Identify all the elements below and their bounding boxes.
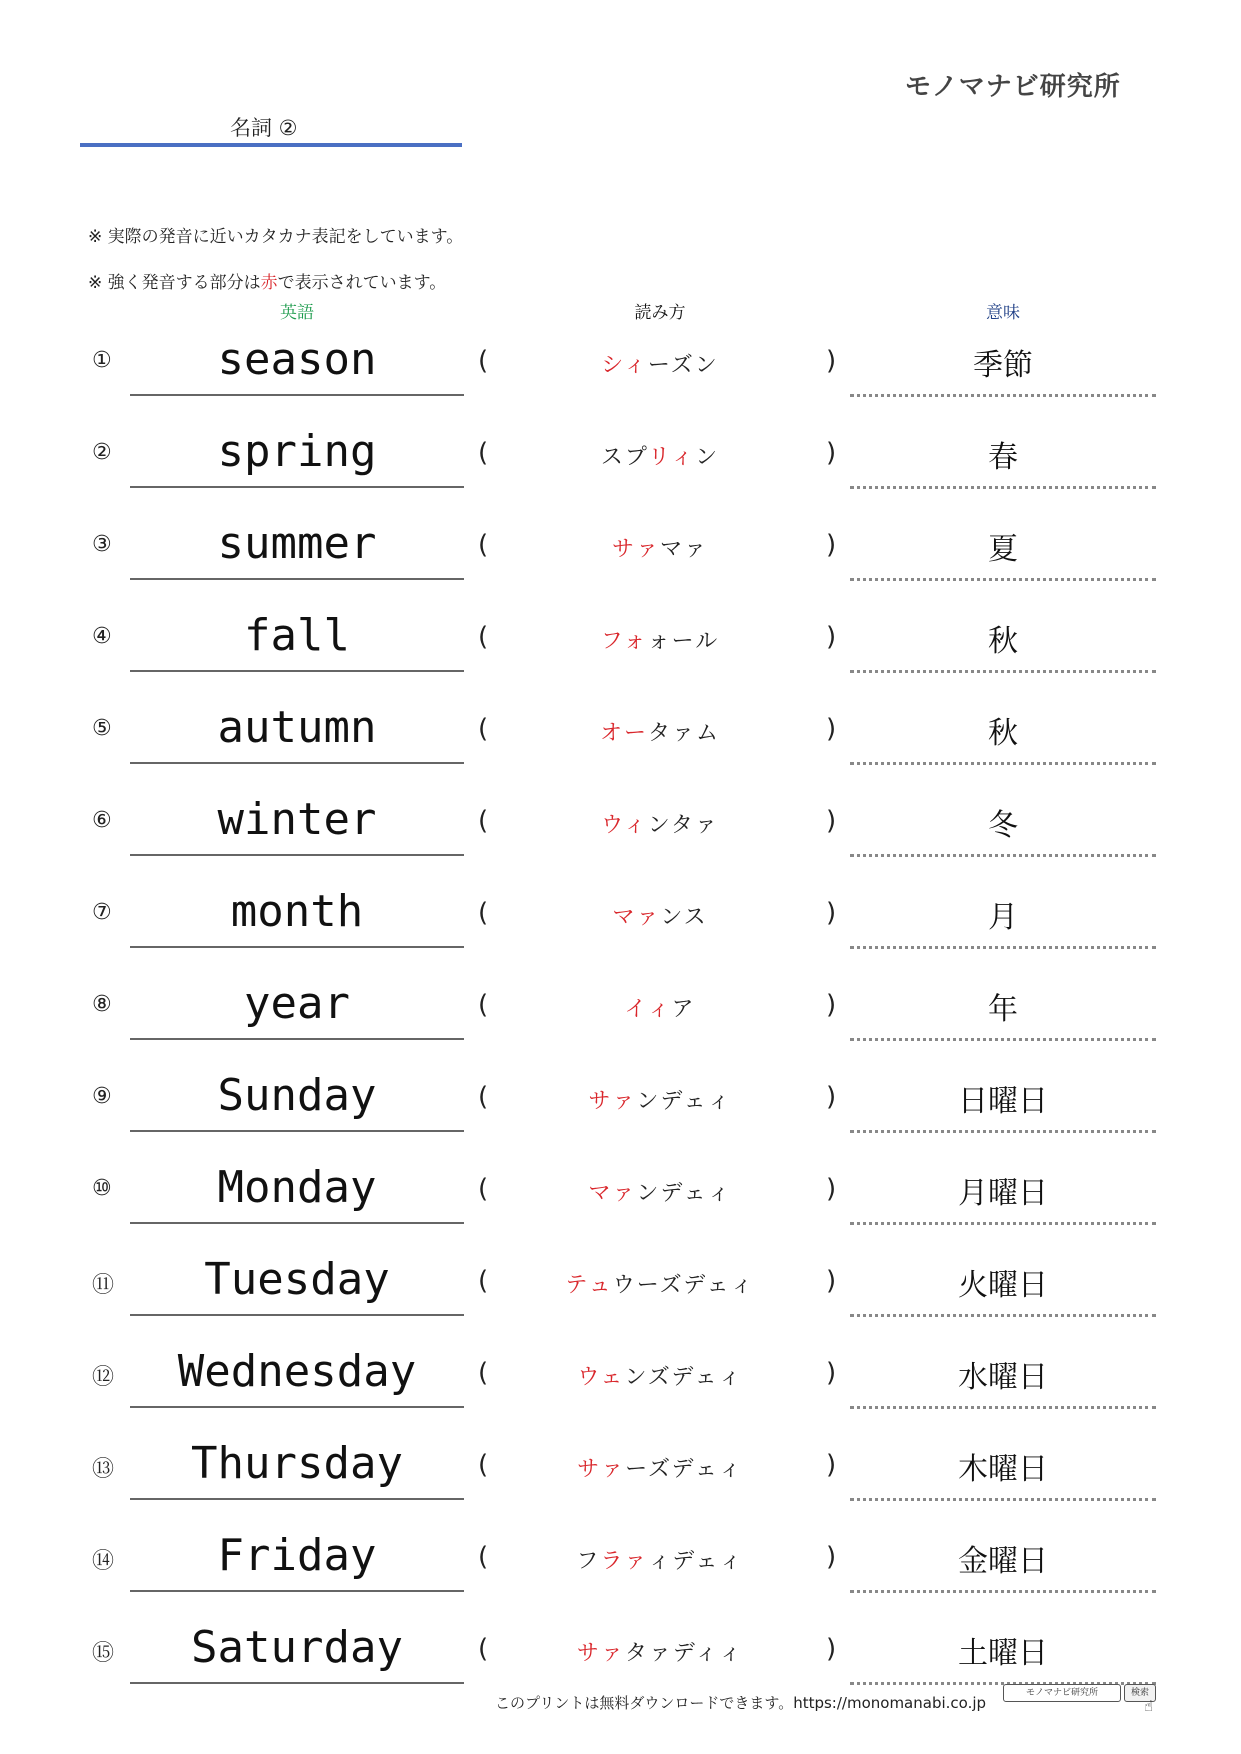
list-item <box>0 514 1241 606</box>
search-input[interactable]: モノマナビ研究所 <box>1003 1684 1121 1702</box>
note-stress-after: で表示されています。 <box>277 273 447 293</box>
hand-cursor-icon: ☝ <box>1144 1697 1154 1715</box>
meaning-underline <box>850 1038 1156 1041</box>
paren-open: ( <box>478 714 489 744</box>
note-stress-before: ※ 強く発音する部分は <box>88 273 261 293</box>
search-button[interactable]: 検索 <box>1124 1684 1156 1702</box>
english-word: Wednesday <box>177 1346 417 1397</box>
word-underline <box>130 1590 464 1592</box>
word-underline <box>130 486 464 488</box>
meaning-underline <box>850 1406 1156 1409</box>
item-number: ⑭ <box>92 1549 115 1574</box>
katakana-reading <box>500 348 820 379</box>
reading-rest: マァ <box>660 537 709 562</box>
meaning-underline <box>850 946 1156 949</box>
reading-rest: タァディィ <box>624 1641 744 1666</box>
english-word: Friday <box>217 1530 377 1581</box>
japanese-meaning: 金曜日 <box>958 1544 1048 1579</box>
reading-rest: ンズデェィ <box>624 1365 743 1390</box>
item-number: ② <box>92 440 112 465</box>
paren-close: ) <box>826 622 837 652</box>
japanese-meaning: 土曜日 <box>958 1636 1048 1671</box>
list-item <box>0 882 1241 974</box>
item-number: ⑪ <box>92 1273 115 1298</box>
katakana-reading <box>500 1636 820 1667</box>
item-number: ⑮ <box>92 1641 115 1666</box>
japanese-meaning: 月曜日 <box>958 1176 1048 1211</box>
list-item <box>0 1158 1241 1250</box>
footer-text: このプリントは無料ダウンロードできます。https://monomanabi.co.jp <box>495 1694 987 1712</box>
word-underline <box>130 1682 464 1684</box>
paren-open: ( <box>478 1634 489 1664</box>
paren-close: ) <box>826 806 837 836</box>
reading-stress: リィ <box>647 445 696 470</box>
reading-rest: タァム <box>648 721 721 746</box>
katakana-reading <box>500 992 820 1023</box>
reading-rest: ォール <box>647 629 720 654</box>
reading-stress: マァ <box>588 1181 637 1206</box>
list-item <box>0 330 1241 422</box>
reading-rest: ーズン <box>647 353 719 378</box>
japanese-meaning: 季節 <box>973 348 1033 383</box>
japanese-meaning: 冬 <box>988 808 1018 843</box>
reading-stress: サァ <box>577 1457 626 1482</box>
english-word: summer <box>217 518 377 569</box>
paren-open: ( <box>478 1358 489 1388</box>
katakana-reading <box>500 1452 820 1483</box>
katakana-reading <box>500 900 820 931</box>
word-underline <box>130 1222 464 1224</box>
reading-stress: サァ <box>588 1089 637 1114</box>
reading-rest: ンス <box>660 905 708 930</box>
paren-close: ) <box>826 346 837 376</box>
paren-close: ) <box>826 1082 837 1112</box>
reading-stress: サァ <box>611 537 660 562</box>
title-underline <box>80 143 462 147</box>
meaning-underline <box>850 1222 1156 1225</box>
item-number: ⑤ <box>92 716 112 741</box>
meaning-underline <box>850 762 1156 765</box>
brand-logo: モノマナビ研究所 <box>905 72 1121 102</box>
english-word: spring <box>217 426 377 477</box>
katakana-reading <box>500 1084 820 1115</box>
list-item <box>0 606 1241 698</box>
word-underline <box>130 1314 464 1316</box>
katakana-reading <box>500 624 820 655</box>
japanese-meaning: 木曜日 <box>958 1452 1048 1487</box>
japanese-meaning: 秋 <box>988 624 1018 659</box>
reading-pre: スプ <box>600 445 648 470</box>
item-number: ④ <box>92 624 112 649</box>
katakana-reading <box>500 716 820 747</box>
word-underline <box>130 946 464 948</box>
reading-stress: ウェ <box>577 1365 625 1390</box>
meaning-underline <box>850 1130 1156 1133</box>
reading-rest: ン <box>695 445 720 470</box>
english-word: fall <box>244 610 350 661</box>
reading-stress: マァ <box>612 905 661 930</box>
paren-close: ) <box>826 990 837 1020</box>
item-number: ③ <box>92 532 112 557</box>
paren-open: ( <box>478 1450 489 1480</box>
katakana-reading <box>500 1360 820 1391</box>
list-item <box>0 1526 1241 1618</box>
meaning-underline <box>850 394 1156 397</box>
paren-close: ) <box>826 898 837 928</box>
paren-close: ) <box>826 1358 837 1388</box>
japanese-meaning: 月 <box>988 900 1018 935</box>
item-number: ① <box>92 348 112 373</box>
note-stress <box>88 268 446 293</box>
paren-open: ( <box>478 438 489 468</box>
reading-stress: サァ <box>576 1641 625 1666</box>
english-word: Sunday <box>217 1070 377 1121</box>
paren-open: ( <box>478 1542 489 1572</box>
paren-close: ) <box>826 714 837 744</box>
reading-stress: イィ <box>624 997 672 1022</box>
reading-pre: フ <box>576 1549 601 1574</box>
japanese-meaning: 水曜日 <box>958 1360 1048 1395</box>
reading-stress: ラァ <box>600 1549 649 1574</box>
meaning-underline <box>850 670 1156 673</box>
english-word: Thursday <box>191 1438 403 1489</box>
page-title: 名詞 ② <box>230 116 298 140</box>
meaning-underline <box>850 486 1156 489</box>
meaning-underline <box>850 854 1156 857</box>
header-meaning: 意味 <box>986 303 1020 323</box>
item-number: ⑫ <box>92 1365 115 1390</box>
word-underline <box>130 762 464 764</box>
reading-rest: ウーズデェィ <box>612 1273 755 1298</box>
english-word: Tuesday <box>204 1254 390 1305</box>
english-word: Saturday <box>191 1622 403 1673</box>
item-number: ⑦ <box>92 900 112 925</box>
paren-open: ( <box>478 1266 489 1296</box>
reading-stress: フォ <box>600 629 648 654</box>
katakana-reading <box>500 1176 820 1207</box>
reading-rest: ーズデェィ <box>625 1457 743 1482</box>
japanese-meaning: 年 <box>988 992 1018 1027</box>
paren-open: ( <box>478 1174 489 1204</box>
list-item <box>0 698 1241 790</box>
list-item <box>0 1434 1241 1526</box>
reading-stress: シィ <box>601 353 648 378</box>
reading-rest: ィデェィ <box>648 1549 744 1574</box>
word-underline <box>130 578 464 580</box>
word-underline <box>130 1130 464 1132</box>
english-word: Monday <box>217 1162 377 1213</box>
english-word: season <box>217 334 377 385</box>
paren-close: ) <box>826 438 837 468</box>
paren-open: ( <box>478 346 489 376</box>
word-underline <box>130 1038 464 1040</box>
paren-close: ) <box>826 1174 837 1204</box>
list-item <box>0 790 1241 882</box>
english-word: year <box>244 978 350 1029</box>
word-underline <box>130 854 464 856</box>
english-word: winter <box>217 794 377 845</box>
word-underline <box>130 670 464 672</box>
item-number: ⑧ <box>92 992 112 1017</box>
katakana-reading <box>500 532 820 563</box>
note-katakana: ※ 実際の発音に近いカタカナ表記をしています。 <box>88 227 464 247</box>
reading-stress: ウィ <box>601 813 648 838</box>
katakana-reading <box>500 808 820 839</box>
list-item <box>0 422 1241 514</box>
japanese-meaning: 火曜日 <box>958 1268 1048 1303</box>
reading-rest: ンタァ <box>647 813 719 838</box>
reading-stress: オー <box>599 721 648 746</box>
paren-close: ) <box>826 530 837 560</box>
paren-close: ) <box>826 1542 837 1572</box>
japanese-meaning: 日曜日 <box>958 1084 1048 1119</box>
note-stress-red: 赤 <box>260 273 278 293</box>
reading-rest: ンデェィ <box>636 1181 732 1206</box>
english-word: month <box>230 886 364 937</box>
paren-open: ( <box>478 806 489 836</box>
word-underline <box>130 394 464 396</box>
paren-open: ( <box>478 990 489 1020</box>
reading-rest: ンデェィ <box>636 1089 732 1114</box>
list-item <box>0 1066 1241 1158</box>
japanese-meaning: 春 <box>988 440 1018 475</box>
list-item <box>0 1250 1241 1342</box>
paren-close: ) <box>826 1634 837 1664</box>
word-underline <box>130 1406 464 1408</box>
english-word: autumn <box>217 702 377 753</box>
paren-open: ( <box>478 898 489 928</box>
word-underline <box>130 1498 464 1500</box>
meaning-underline <box>850 1498 1156 1501</box>
katakana-reading <box>500 440 820 471</box>
meaning-underline <box>850 1590 1156 1593</box>
paren-open: ( <box>478 530 489 560</box>
item-number: ⑨ <box>92 1084 112 1109</box>
paren-open: ( <box>478 1082 489 1112</box>
katakana-reading <box>500 1544 820 1575</box>
reading-rest: ア <box>671 997 696 1022</box>
paren-close: ) <box>826 1266 837 1296</box>
header-reading: 読み方 <box>634 303 686 323</box>
paren-close: ) <box>826 1450 837 1480</box>
list-item <box>0 1342 1241 1434</box>
katakana-reading <box>500 1268 820 1299</box>
japanese-meaning: 秋 <box>988 716 1018 751</box>
reading-stress: テュ <box>565 1273 613 1298</box>
header-english: 英語 <box>280 303 314 323</box>
item-number: ⑩ <box>92 1176 112 1201</box>
meaning-underline <box>850 1314 1156 1317</box>
item-number: ⑥ <box>92 808 112 833</box>
list-item <box>0 974 1241 1066</box>
item-number: ⑬ <box>92 1457 115 1482</box>
meaning-underline <box>850 578 1156 581</box>
japanese-meaning: 夏 <box>988 532 1018 567</box>
paren-open: ( <box>478 622 489 652</box>
